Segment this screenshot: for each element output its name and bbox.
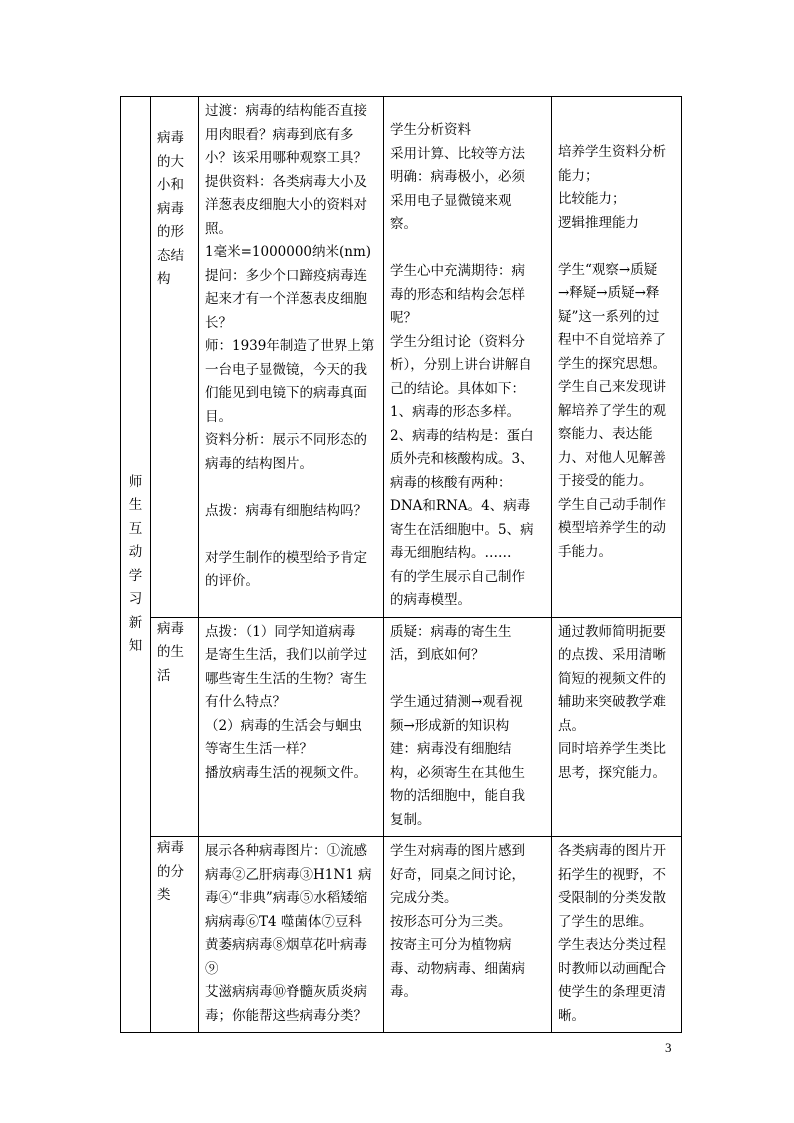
text-line: 按形态可分为三类。 xyxy=(390,913,512,930)
text-line: 晰。 xyxy=(558,1007,585,1024)
text-line: 培养学生资料分析 xyxy=(558,144,666,160)
text-line: 毒④“非典”病毒⑤水稻矮缩 xyxy=(205,890,368,906)
topic-line: 活 xyxy=(157,667,171,684)
table-row xyxy=(121,617,682,837)
text-line: 明确：病毒极小，必须 xyxy=(390,169,525,185)
text-line: 简短的视频文件的 xyxy=(558,670,666,687)
text-line: 学生分析资料 xyxy=(390,122,471,138)
text-line: 察能力、表达能 xyxy=(558,426,653,442)
text-line: 一台电子显微镜，今天的我 xyxy=(205,361,367,378)
table-row xyxy=(121,837,682,1033)
text-line: 师：1939年制造了世界上第 xyxy=(205,338,375,354)
text-line: 小？该采用哪种观察工具？ xyxy=(205,150,367,166)
text-line: 资料分析：展示不同形态的 xyxy=(205,432,367,448)
text-line: 病病毒⑥T4 噬菌体⑦豆科 xyxy=(205,913,362,930)
text-line: 有的学生展示自己制作 xyxy=(390,568,525,585)
text-line: 的评价。 xyxy=(205,573,259,589)
blank-line xyxy=(390,668,545,692)
text-line: 按寄主可分为植物病 xyxy=(390,937,512,953)
text-line: 提问：多少个口蹄疫病毒连 xyxy=(205,267,367,284)
teacher-activity-cell xyxy=(199,837,384,1033)
blank-line xyxy=(390,237,545,261)
topic-line: 病毒 xyxy=(157,840,184,856)
section-label-char: 生 xyxy=(128,497,143,513)
text-line: 活，到底如何？ xyxy=(390,647,485,663)
text-line: 点拨：病毒有细胞结构吗？ xyxy=(205,502,367,519)
text-line: →释疑→质疑→释 xyxy=(558,285,660,301)
text-line: 复制。 xyxy=(390,811,431,828)
text-line: 等寄生生活一样？ xyxy=(205,741,313,757)
text-line: 程中不自觉培养了 xyxy=(558,332,666,348)
topic-line: 构 xyxy=(157,271,171,287)
table-row xyxy=(121,97,682,618)
page-number: 3 xyxy=(665,1040,672,1055)
blank-line xyxy=(205,523,377,547)
text-line: 1毫米=1000000纳米(nm) xyxy=(205,244,372,260)
text-line: 采用计算、比较等方法 xyxy=(390,145,525,162)
text-line: 察。 xyxy=(390,216,417,232)
topic-line: 的大 xyxy=(157,153,184,170)
text-line: 好奇，同桌之间讨论， xyxy=(390,866,525,883)
section-label-char: 习 xyxy=(128,591,143,607)
lesson-plan-table xyxy=(120,96,682,1033)
text-line: 疑”这一系列的过 xyxy=(558,308,660,325)
text-line: 学生的探究思想。 xyxy=(558,355,666,372)
text-line: 学生对病毒的图片感到 xyxy=(390,843,525,859)
text-line: DNA和RNA。4、病毒 xyxy=(390,498,531,514)
teacher-activity-cell xyxy=(199,617,384,837)
text-line: 己的结论。具体如下： xyxy=(390,380,525,397)
text-line: 寄生在活细胞中。5、病 xyxy=(390,521,534,538)
text-line: 2、病毒的结构是：蛋白 xyxy=(390,427,534,444)
text-line: 受限制的分类发散 xyxy=(558,890,666,906)
text-line: 采用电子显微镜来观 xyxy=(390,192,512,209)
topic-line: 的分 xyxy=(157,863,184,880)
text-line: 了学生的思维。 xyxy=(558,913,653,930)
text-line: 学生心中充满期待：病 xyxy=(390,263,525,279)
text-line: 质外壳和核酸构成。3、 xyxy=(390,451,534,467)
text-line: 对学生制作的模型给予肯定 xyxy=(205,549,367,566)
section-label-cell xyxy=(121,97,151,1033)
topic-line: 病毒 xyxy=(157,200,184,217)
text-line: 哪些寄生生活的生物？寄生 xyxy=(205,670,367,687)
text-line: 照。 xyxy=(205,220,232,237)
section-label-char: 动 xyxy=(128,544,143,560)
text-line: 黄萎病病毒⑧烟草花叶病毒⑨ xyxy=(205,937,367,977)
topic-cell xyxy=(151,837,199,1033)
text-line: 学生通过猜测→观看视 xyxy=(390,694,523,710)
topic-line: 态结 xyxy=(157,247,184,264)
design-intent-cell xyxy=(552,837,682,1033)
text-line: 毒的形态和结构会怎样 xyxy=(390,286,525,303)
section-label-char: 知 xyxy=(128,638,143,654)
text-line: 使学生的条理更清 xyxy=(558,984,666,1000)
text-line: 毒、动物病毒、细菌病 xyxy=(390,960,525,977)
text-line: 病毒的核酸有两种： xyxy=(390,474,512,491)
text-line: 学生表达分类过程 xyxy=(558,937,666,953)
design-intent-cell xyxy=(552,97,682,618)
text-line: 完成分类。 xyxy=(390,890,458,906)
design-intent-cell xyxy=(552,617,682,837)
text-line: 过渡：病毒的结构能否直接 xyxy=(205,103,367,119)
text-line: 展示各种病毒图片：①流感 xyxy=(205,843,367,859)
topic-cell xyxy=(151,617,199,837)
text-line: 提供资料：各类病毒大小及 xyxy=(205,173,367,190)
teacher-activity-cell xyxy=(199,97,384,618)
topic-line: 类 xyxy=(157,887,171,903)
text-line: 学生“观察→质疑 xyxy=(558,261,658,278)
text-line: 各类病毒的图片开 xyxy=(558,843,666,859)
text-line: 学生分组讨论（资料分 xyxy=(390,333,525,350)
blank-line xyxy=(558,235,675,259)
text-line: （2）病毒的生活会与蛔虫 xyxy=(205,717,363,734)
text-line: 析），分别上讲台讲解自 xyxy=(390,357,532,373)
text-line: 质疑：病毒的寄生生 xyxy=(390,623,512,640)
blank-line xyxy=(205,476,377,500)
topic-line: 病毒 xyxy=(157,130,184,146)
section-label-char: 互 xyxy=(128,520,143,537)
text-line: 点。 xyxy=(558,717,585,734)
text-line: 的病毒模型。 xyxy=(390,592,471,608)
text-line: 同时培养学生类比 xyxy=(558,741,666,757)
text-line: 能力； xyxy=(558,167,599,184)
text-line: 病毒的结构图片。 xyxy=(205,455,313,472)
text-line: 长？ xyxy=(205,314,232,331)
student-activity-cell xyxy=(384,97,552,618)
text-line: 用肉眼看？病毒到底有多 xyxy=(205,126,354,143)
text-line: 时教师以动画配合 xyxy=(558,960,666,977)
topic-line: 病毒 xyxy=(157,620,184,637)
topic-line: 小和 xyxy=(157,177,184,193)
text-line: 的点拨、采用清晰 xyxy=(558,647,666,663)
topic-line: 的生 xyxy=(157,644,184,660)
text-line: 艾滋病病毒⑩脊髓灰质炎病 xyxy=(205,984,367,1000)
text-line: 起来才有一个洋葱表皮细胞 xyxy=(205,291,367,307)
text-line: 比较能力； xyxy=(558,191,626,207)
text-line: 解培养了学生的观 xyxy=(558,402,666,419)
section-label-char: 学 xyxy=(128,567,143,584)
text-line: 学生自己动手制作 xyxy=(558,496,666,513)
text-line: 逻辑推理能力 xyxy=(558,214,639,231)
text-line: 毒。 xyxy=(390,984,417,1000)
section-label-char: 师 xyxy=(128,473,143,490)
text-line: 点拨：（1）同学知道病毒 xyxy=(205,623,356,640)
topic-line: 的形 xyxy=(157,224,184,240)
text-line: 于接受的能力。 xyxy=(558,473,653,489)
text-line: 目。 xyxy=(205,408,232,425)
text-line: 呢？ xyxy=(390,310,417,326)
text-line: 通过教师简明扼要 xyxy=(558,623,666,640)
text-line: 力、对他人见解善 xyxy=(558,449,666,466)
text-line: 频→形成新的知识构 xyxy=(390,717,510,734)
text-line: 构，必须寄生在其他生 xyxy=(390,764,525,781)
text-line: 是寄生生活，我们以前学过 xyxy=(205,647,367,663)
text-line: 毒无细胞结构。…… xyxy=(390,545,512,561)
student-activity-cell xyxy=(384,837,552,1033)
text-line: 建：病毒没有细胞结 xyxy=(390,741,512,757)
section-label-char: 新 xyxy=(128,614,143,631)
text-line: 洋葱表皮细胞大小的资料对 xyxy=(205,197,367,213)
text-line: 拓学生的视野，不 xyxy=(558,866,666,883)
text-line: 思考，探究能力。 xyxy=(558,764,666,781)
text-line: 们能见到电镜下的病毒真面 xyxy=(205,385,367,401)
text-line: 毒；你能帮这些病毒分类？ xyxy=(205,1007,367,1024)
text-line: 1、病毒的形态多样。 xyxy=(390,404,521,420)
text-line: 手能力。 xyxy=(558,543,612,560)
text-line: 学生自己来发现讲 xyxy=(558,379,666,395)
topic-cell xyxy=(151,97,199,618)
text-line: 辅助来突破教学难 xyxy=(558,694,666,710)
text-line: 病毒②乙肝病毒③H1N1 病 xyxy=(205,866,372,883)
text-line: 有什么特点？ xyxy=(205,694,286,710)
text-line: 物的活细胞中，能自我 xyxy=(390,788,525,804)
text-line: 播放病毒生活的视频文件。 xyxy=(205,764,367,781)
student-activity-cell xyxy=(384,617,552,837)
text-line: 模型培养学生的动 xyxy=(558,520,666,536)
